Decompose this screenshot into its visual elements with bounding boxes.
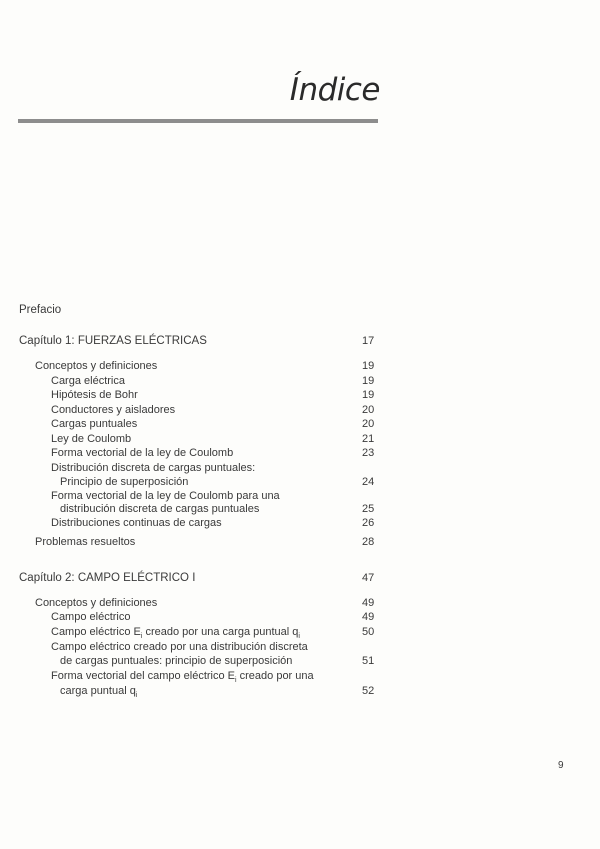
label-part: creado por una — [236, 670, 314, 682]
page-number: 19 — [362, 389, 375, 401]
toc-item-continuation[interactable] — [60, 685, 137, 702]
toc-item-continuation[interactable]: distribución discreta de cargas puntuales — [60, 503, 260, 515]
toc-item-continuation[interactable]: Principio de superposición — [60, 476, 189, 488]
toc-concepts-2[interactable]: Conceptos y definiciones — [35, 597, 158, 609]
page-number: 20 — [362, 404, 375, 416]
toc-item[interactable]: Carga eléctrica — [51, 375, 125, 387]
page-number: 21 — [362, 433, 375, 445]
page-number: 23 — [362, 447, 375, 459]
page-number: 52 — [362, 685, 375, 697]
toc-item-continuation[interactable]: de cargas puntuales: principio de superposición — [60, 655, 293, 667]
page-number: 47 — [362, 572, 375, 584]
label-part: creado por una carga puntual q — [142, 626, 299, 638]
page-number: 25 — [362, 503, 375, 515]
toc-problems-1[interactable]: Problemas resueltos — [35, 536, 136, 548]
toc-item[interactable]: Cargas puntuales — [51, 418, 138, 430]
toc-item[interactable]: Campo eléctrico creado por una distribución discreta — [51, 641, 308, 653]
toc-item[interactable]: Hipótesis de Bohr — [51, 389, 138, 401]
toc-chapter-1[interactable]: Capítulo 1: FUERZAS ELÉCTRICAS — [19, 335, 207, 347]
page-title: Índice — [289, 72, 380, 108]
toc-prefacio[interactable]: Prefacio — [19, 304, 62, 316]
page-number: 28 — [362, 536, 375, 548]
title-rule — [18, 119, 378, 123]
page-number: 20 — [362, 418, 375, 430]
page-number: 51 — [362, 655, 375, 667]
page-number: 24 — [362, 476, 375, 488]
toc-item[interactable]: Forma vectorial de la ley de Coulomb — [51, 447, 234, 459]
subscript: i — [235, 677, 237, 685]
folio-page-number: 9 — [558, 760, 564, 771]
subscript: i — [135, 692, 138, 700]
label-part: carga puntual q — [60, 685, 136, 697]
label-part: Forma vectorial del campo eléctrico E — [51, 670, 236, 682]
page-number: 50 — [362, 626, 375, 638]
toc-item[interactable]: Campo eléctrico — [51, 611, 131, 623]
page-number: 19 — [362, 360, 375, 372]
subscript: i — [140, 633, 143, 641]
toc-chapter-2[interactable]: Capítulo 2: CAMPO ELÉCTRICO I — [19, 572, 196, 584]
subscript: i — [298, 633, 300, 641]
toc-item[interactable]: Forma vectorial de la ley de Coulomb para una — [51, 490, 280, 502]
toc-concepts-1[interactable]: Conceptos y definiciones — [35, 360, 158, 372]
toc-item[interactable]: Ley de Coulomb — [51, 433, 132, 445]
page-number: 49 — [362, 611, 375, 623]
page-number: 49 — [362, 597, 375, 609]
toc-item[interactable]: Distribución discreta de cargas puntuales: — [51, 462, 256, 474]
toc-item[interactable]: Distribuciones continuas de cargas — [51, 517, 222, 529]
page-number: 17 — [362, 335, 375, 347]
page-number: 19 — [362, 375, 375, 387]
page-number: 26 — [362, 517, 375, 529]
toc-item[interactable]: Conductores y aisladores — [51, 404, 176, 416]
label-part: Campo eléctrico E — [51, 626, 141, 638]
